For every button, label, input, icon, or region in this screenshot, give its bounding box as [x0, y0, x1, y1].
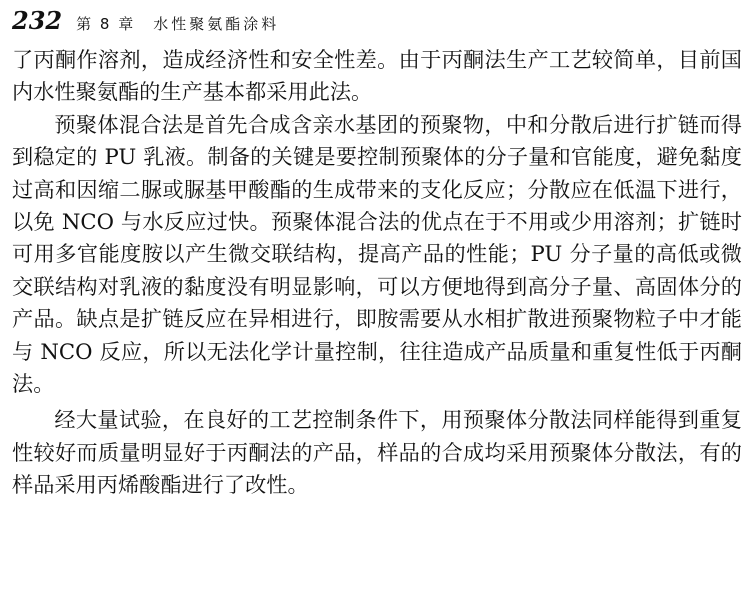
body-text: [12, 44, 742, 502]
paragraph-prepolymer-mixing: 预聚体混合法是首先合成含亲水基团的预聚物，中和分散后进行扩链而得到稳定的 PU 乳液。制备的关键是要控制预聚体的分子量和官能度，避免黏度过高和因缩二脲或脲基甲酸酯的生成带来的支化反应；分散应在低温下进行，以免 NCO 与水反应过快。预聚体混合法的优点在于不用或少用溶剂；扩链时可用多官能度胺以产生微交联结构，提高产品的性能；PU 分子量的高低或微交联结构对乳液的黏度没有明显影响，可以方便地得到高分子量、高固体分的产品。缺点是扩链反应在异相进行，即胺需要从水相扩散进预聚物粒子中才能与 NCO 反应，所以无法化学计量控制，往往造成产品质量和重复性低于丙酮法。: [12, 111, 742, 397]
chapter-title: 水性聚氨酯涂料: [153, 15, 280, 33]
paragraph-experiment-conclusion: 经大量试验，在良好的工艺控制条件下，用预聚体分散法同样能得到重复性较好而质量明显好于丙酮法的产品，样品的合成均采用预聚体分散法，有的样品采用丙烯酸酯进行了改性。: [12, 407, 742, 498]
running-header: [12, 6, 742, 36]
paragraph-continuation: 了丙酮作溶剂，造成经济性和安全性差。由于丙酮法生产工艺较简单，目前国内水性聚氨酯的生产基本都采用此法。: [12, 47, 742, 105]
page-number: 232: [12, 6, 63, 35]
chapter-label: 第 8 章: [76, 15, 136, 33]
